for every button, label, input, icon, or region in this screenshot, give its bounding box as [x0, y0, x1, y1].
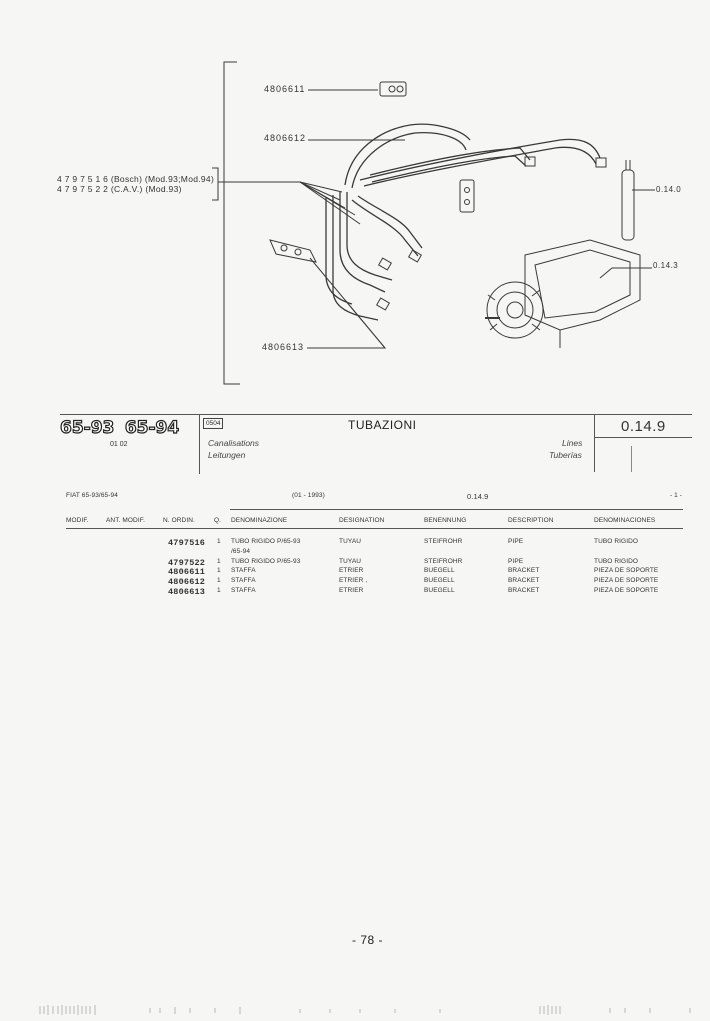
denominazione: STAFFA: [231, 587, 256, 594]
title-french: Canalisations: [208, 438, 260, 448]
table-top-rule: [230, 509, 683, 510]
section-title: TUBAZIONI: [348, 418, 417, 432]
description: BRACKET: [508, 577, 540, 584]
designation: TUYAU: [339, 558, 362, 565]
quantity: 1: [217, 538, 221, 545]
denominacion: PIEZA DE SOPORTE: [594, 567, 659, 574]
designation: ETRIER: [339, 587, 364, 594]
description: BRACKET: [508, 567, 540, 574]
callout-4806611: 4806611: [264, 84, 306, 94]
denominazione: TUBO RIGIDO P/65-93: [231, 538, 301, 545]
section-code-box: 0504: [203, 418, 223, 429]
designation: ETRIER: [339, 567, 364, 574]
benennung: STEIFROHR: [424, 538, 463, 545]
designation: TUYAU: [339, 538, 362, 545]
denominacion: PIEZA DE SOPORTE: [594, 587, 659, 594]
logo-65-94: 65-94: [124, 418, 180, 438]
col-benennung: BENENNUNG: [424, 517, 467, 524]
title-german: Leitungen: [208, 450, 246, 460]
benennung: BUEGELL: [424, 587, 455, 594]
quantity: 1: [217, 558, 221, 565]
part-number: 4806611: [168, 567, 206, 577]
exploded-diagram: [0, 0, 710, 400]
callout-4806613: 4806613: [262, 342, 305, 352]
col-denominazione: DENOMINAZIONE: [231, 517, 288, 524]
model-logos: [60, 418, 179, 438]
denominacion: TUBO RIGIDO: [594, 558, 639, 565]
description: PIPE: [508, 558, 524, 565]
model-name: FIAT 65-93/65-94: [66, 492, 118, 499]
header-top-rule: [60, 414, 692, 415]
part-number: 4797522: [168, 558, 206, 568]
scan-noise-strip: [0, 1000, 710, 1021]
description: BRACKET: [508, 587, 540, 594]
logo-65-93: 65-93: [60, 418, 115, 438]
benennung: STEIFROHR: [424, 558, 463, 565]
benennung: BUEGELL: [424, 567, 455, 574]
col-ant-modif: ANT. MODIF.: [106, 517, 146, 524]
pipe-label-cav: 4 7 9 7 5 2 2 (C.A.V.) (Mod.93): [57, 184, 182, 194]
part-number: 4806613: [168, 587, 206, 597]
pipe-part-labels: [57, 174, 214, 194]
quantity: 1: [217, 567, 221, 574]
denominacion: TUBO RIGIDO: [594, 538, 639, 545]
header-ref-underline: [594, 437, 692, 438]
pipe-label-bosch: 4 7 9 7 5 1 6 (Bosch) (Mod.93;Mod.94): [57, 174, 215, 184]
title-english: Lines: [562, 438, 583, 448]
denominacion: PIEZA DE SOPORTE: [594, 577, 659, 584]
table-header-rule: [66, 528, 683, 529]
title-spanish: Tuberías: [549, 450, 582, 460]
issue-date: (01 - 1993): [292, 492, 325, 499]
quantity: 1: [217, 577, 221, 584]
ref-tick: [631, 446, 632, 472]
description: PIPE: [508, 538, 524, 545]
logo-subcodes: 01 02: [110, 441, 128, 448]
col-modif: MODIF.: [66, 517, 89, 524]
page-number: - 78 -: [352, 933, 384, 947]
callout-0-14-0: 0.14.0: [656, 185, 682, 194]
benennung: BUEGELL: [424, 577, 455, 584]
col-denominaciones: DENOMINACIONES: [594, 517, 656, 524]
header-divider-right: [594, 414, 595, 472]
info-reference: 0.14.9: [467, 492, 489, 501]
part-number: 4797516: [168, 538, 206, 548]
section-reference: 0.14.9: [621, 418, 666, 435]
col-n-ordin: N. ORDIN.: [163, 517, 195, 524]
col-description: DESCRIPTION: [508, 517, 554, 524]
sheet-number: - 1 -: [670, 492, 683, 499]
col-designation: DESIGNATION: [339, 517, 385, 524]
header-divider-left: [199, 414, 200, 474]
callout-4806612: 4806612: [264, 133, 307, 143]
denominazione-note: /65-94: [231, 548, 251, 555]
callout-0-14-3: 0.14.3: [653, 261, 679, 270]
part-number: 4806612: [168, 577, 206, 587]
denominazione: STAFFA: [231, 567, 256, 574]
denominazione: STAFFA: [231, 577, 256, 584]
designation: ETRIER ,: [339, 577, 368, 584]
col-qty: Q.: [214, 517, 222, 524]
quantity: 1: [217, 587, 221, 594]
denominazione: TUBO RIGIDO P/65-93: [231, 558, 301, 565]
